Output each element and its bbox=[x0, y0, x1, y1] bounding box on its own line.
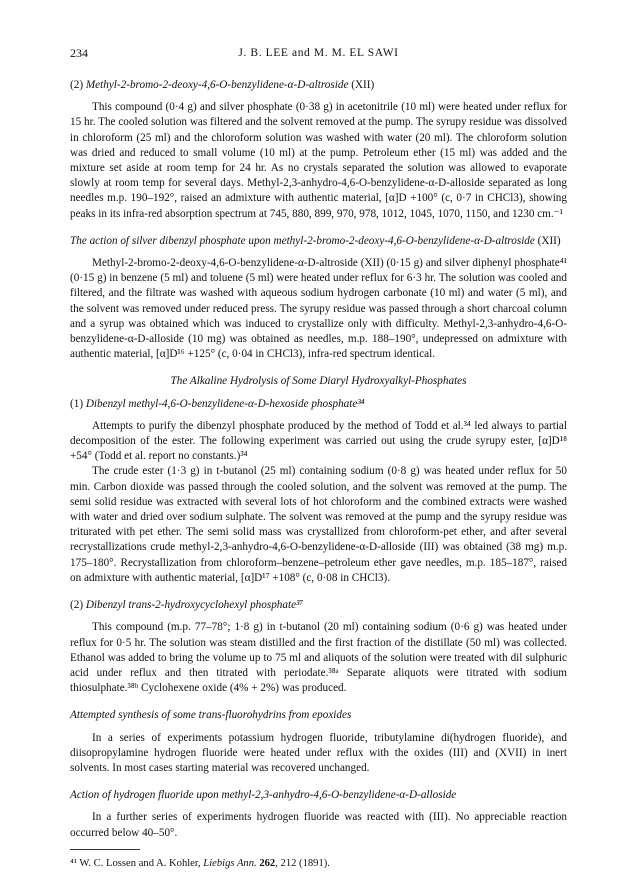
paragraph: This compound (m.p. 77–78°; 1·8 g) in t-butanol (20 ml) containing sodium (0·6 g) was heated under reflux for 0·5 hr. The solution was steam distilled and the first fraction of the distillate (50 ml) was collected. Ethanol was added to bring the volume up to 75 ml and aliquots of the solution were treated with dil sulphuric acid under reflux and then titrated with periodate.³⁸ᵃ Separate aliquots were titrated with sodium thiosulphate.³⁸ᵇ Cyclohexene oxide (4% + 2%) was produced. bbox=[70, 621, 567, 695]
section-heading bbox=[70, 78, 567, 93]
section-title: Attempted synthesis of some trans-fluorohydrins from epoxides bbox=[70, 709, 352, 722]
section-heading bbox=[70, 234, 567, 249]
section-title: Action of hydrogen fluoride upon methyl-2,3-anhydro-4,6-O-benzylidene-α-D-alloside bbox=[70, 789, 457, 802]
paragraph: Attempts to purify the dibenzyl phosphate produced by the method of Todd et al.³⁴ led always to partial decomposition of the ester. The following experiment was carried out using the crude syrupy ester, [α]D¹⁸ +54° (Todd et al. report no constants.)³⁴ bbox=[70, 419, 567, 463]
section-title: Dibenzyl trans-2-hydroxycyclohexyl phosphate³⁷ bbox=[85, 599, 304, 612]
section-heading bbox=[70, 397, 567, 412]
paragraph: Methyl-2-bromo-2-deoxy-4,6-O-benzylidene-α-D-altroside (XII) (0·15 g) and silver diphenyl phosphate⁴¹ (0·15 g) in benzene (5 ml) and toluene (5 ml) were heated under reflux for 6·3 hr. The solution was cooled and filtered, and the filtrate was washed with aqueous sodium hydrogen carbonate (10 ml) and water (5 ml), and the solvent was removed under reduced press. The syrupy residue was passed through a short charcoal column and a syrup was obtained which was induced to crystallize only with difficulty. Methyl-2,3-anhydro-4,6-O-benzylidene-α-D-alloside (10 mg) was obtained as needles, m.p. 188–190°, undepressed on admixture with authentic material, [α]D¹⁶ +125° (c, 0·04 in CHCl3), infra-red spectrum identical. bbox=[70, 257, 567, 361]
section-title: The action of silver dibenzyl phosphate upon methyl-2-bromo-2-deoxy-4,6-O-benzylidene-α-D-altroside bbox=[70, 234, 535, 247]
footnote-rule bbox=[70, 849, 140, 850]
section-number: (1) bbox=[70, 397, 84, 410]
footnote-marker: ⁴¹ bbox=[70, 857, 77, 869]
footnote bbox=[70, 856, 567, 871]
running-head: J. B. LEE and M. M. EL SAWI bbox=[238, 47, 399, 59]
page-header bbox=[70, 46, 567, 64]
paragraph: In a further series of experiments hydrogen fluoride was reacted with (III). No appreciable reaction occurred below 40–50°. bbox=[70, 811, 567, 839]
footnote-citation: , 212 (1891). bbox=[275, 857, 330, 869]
section-center-title: The Alkaline Hydrolysis of Some Diaryl Hydroxyalkyl-Phosphates bbox=[170, 375, 467, 388]
article-body bbox=[70, 78, 567, 871]
compound-number: (XII) bbox=[351, 79, 375, 91]
section-heading bbox=[70, 598, 567, 613]
paragraph: The crude ester (1·3 g) in t-butanol (25 ml) containing sodium (0·8 g) was heated under reflux for 50 min. Carbon dioxide was passed through the cooled solution, and the solvent was removed at the pump. The semi solid residue was extracted with several lots of hot chloroform and the combined extracts were washed with water and dried over sodium sulphate. The solvent was removed at the pump and the syrupy residue was triturated with pet ether. The semi solid mass was crystallized from chloroform-pet ether, and after several recrystallizations crude methyl-2,3-anhydro-4,6-O-benzylidene-α-D-alloside (III) was obtained (38 mg) m.p. 175–180°. Recrystallization from chloroform–benzene–petroleum ether gave needles, m.p. 185–187°, raised on admixture with authentic material, [α]D¹⁷ +108° (c, 0·08 in CHCl3). bbox=[70, 465, 567, 584]
section-number: (2) bbox=[70, 79, 84, 91]
section-number: (2) bbox=[70, 599, 84, 612]
footnote-volume: 262 bbox=[259, 857, 276, 869]
footnote-authors: W. C. Lossen and A. Kohler, bbox=[79, 857, 201, 869]
paragraph: This compound (0·4 g) and silver phosphate (0·38 g) in acetonitrile (10 ml) were heated under reflux for 15 hr. The cooled solution was filtered and the solvent removed at the pump. The syrupy residue was dissolved in chloroform (25 ml) and the chloroform solution was washed with water (20 ml). The chloroform solution was dried and reduced to small volume (10 ml) at the pump. Petroleum ether (15 ml) was added and the mixture set aside at room temp for 24 hr. As no crystals separated the solution was allowed to evaporate slowly at room temp for several days. Methyl-2,3-anhydro-4,6-O-benzylidene-α-D-alloside separated as long needles m.p. 190–192°, raised an admixture with authentic material, [α]D +100° (c, 0·7 in CHCl3), showing peaks in its infra-red absorption spectrum at 745, 880, 899, 970, 978, 1012, 1045, 1070, 1150, and 1230 cm.⁻¹ bbox=[70, 101, 567, 220]
section-heading bbox=[70, 708, 567, 723]
section-title: Dibenzyl methyl-4,6-O-benzylidene-α-D-hexoside phosphate³⁴ bbox=[85, 397, 365, 410]
page-number: 234 bbox=[70, 46, 88, 60]
section-heading bbox=[70, 788, 567, 803]
paragraph: In a series of experiments potassium hydrogen fluoride, tributylamine di(hydrogen fluoride), and diisopropylamine hydrogen fluoride were heated under reflux with the oxides (III) and (XVII) in inert solvents. In most cases starting material was recovered unchanged. bbox=[70, 731, 567, 774]
footnote-journal: Liebigs Ann. bbox=[203, 857, 257, 869]
section-title: Methyl-2-bromo-2-deoxy-4,6-O-benzylidene-α-D-altroside bbox=[85, 79, 349, 91]
compound-number: (XII) bbox=[537, 234, 561, 247]
